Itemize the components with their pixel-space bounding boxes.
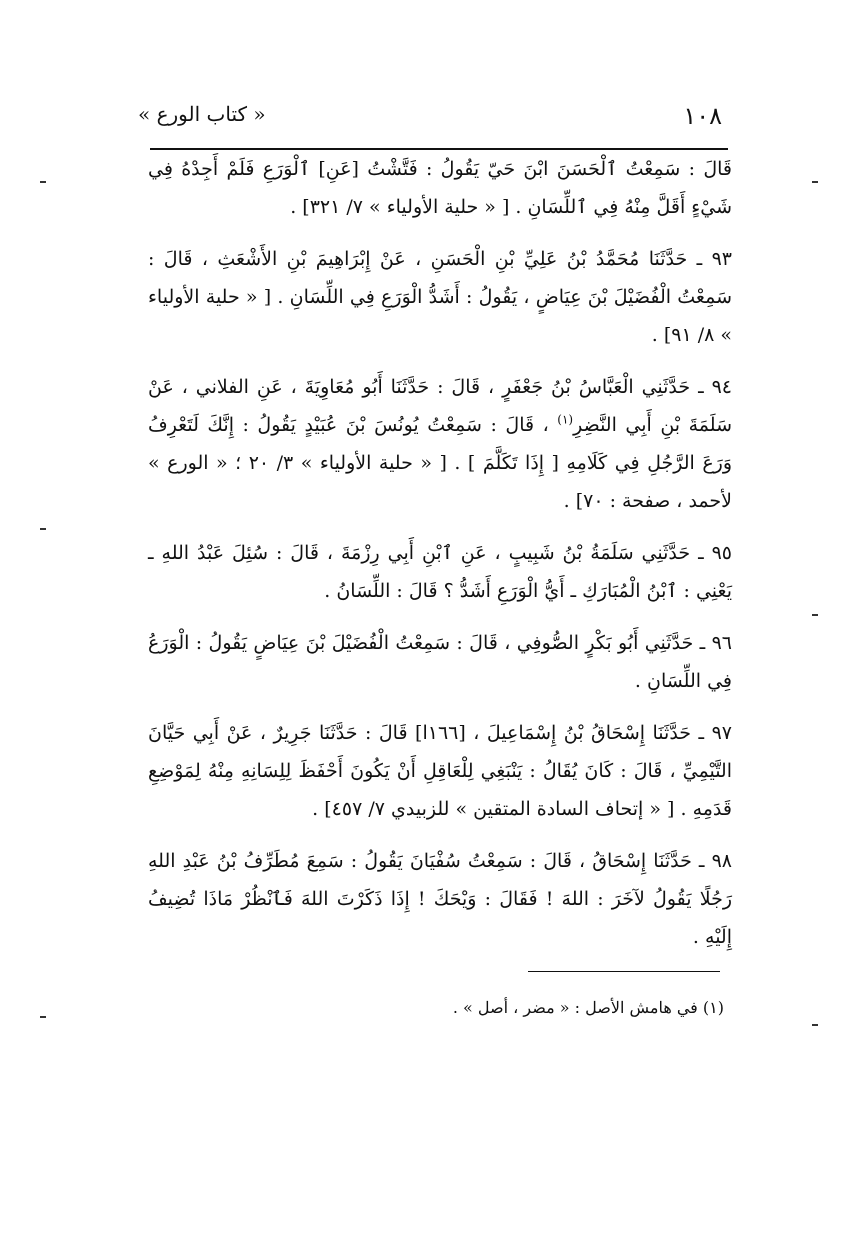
margin-mark [812, 181, 818, 183]
paragraph-98: ٩٨ ـ حَدَّثَنَا إِسْحَاقُ ، قَالَ : سَمِعْتُ سُفْيَانَ يَقُولُ : سَمِعَ مُطَرِّفُ بْنُ عَبْدِ اللهِ رَجُلًا يَقُولُ لآخَرَ : اللهَ ! فَقَالَ : وَيْحَكَ ! إِذَا ذَكَرْتَ اللهَ فَٱنْظُرْ مَاذَا تُضِيفُ إِلَيْهِ . [148, 850, 732, 948]
paragraph-94-part1: ٩٤ ـ حَدَّثَنِي الْعَبَّاسُ بْنُ جَعْفَرٍ ، قَالَ : حَدَّثَنَا أَبُو مُعَاوِيَةَ ، عَنِ الفلاني ، عَنْ سَلَمَةَ بْنِ أَبِي النَّضِرِ [148, 376, 732, 436]
margin-mark [40, 528, 46, 530]
margin-mark [40, 181, 46, 183]
footnote-reference[interactable]: (١) [557, 412, 574, 427]
margin-mark [812, 1024, 818, 1026]
paragraph-94 [148, 368, 732, 520]
page-number: ١٠٨ [683, 102, 722, 130]
main-text [148, 150, 732, 970]
paragraph-93: ٩٣ ـ حَدَّثَنَا مُحَمَّدُ بْنُ عَلِيِّ بْنِ الْحَسَنِ ، عَنْ إِبْرَاهِيمَ بْنِ الأَشْعَثِ ، قَالَ : سَمِعْتُ الْفُضَيْلَ بْنَ عِيَاضٍ ، يَقُولُ : أَشَدُّ الْوَرَعِ فِي اللِّسَانِ . [ « حلية الأولياء » ٨/ ٩١] . [148, 248, 732, 346]
page-header [138, 96, 722, 136]
paragraph-97: ٩٧ ـ حَدَّثَنَا إِسْحَاقُ بْنُ إِسْمَاعِيلَ ، [١٦٦ا] قَالَ : حَدَّثَنَا جَرِيرٌ ، عَنْ أَبِي حَيَّانَ التَّيْمِيِّ ، قَالَ : كَانَ يُقَالُ : يَنْبَغِي لِلْعَاقِلِ أَنْ يَكُونَ أَحْفَظَ لِلِسَانِهِ مِنْهُ لِمَوْضِعِ قَدَمِهِ . [ « إتحاف السادة المتقين » للزبيدي ٧/ ٤٥٧] . [148, 722, 732, 820]
paragraph-94-part2: ، قَالَ : سَمِعْتُ يُونُسَ بْنَ عُبَيْدٍ يَقُولُ : إِنَّكَ لَتَعْرِفُ وَرَعَ الرَّجُلِ فِي كَلَامِهِ [ إِذَا تَكَلَّمَ ] . [ « حلية الأولياء » ٣/ ٢٠ ؛ « الورع » لأحمد ، صفحة : ٧٠] . [148, 414, 733, 512]
margin-mark [812, 614, 818, 616]
paragraph-continuation: قَالَ : سَمِعْتُ ٱلْحَسَنَ ابْنَ حَيّ يَقُولُ : فَتَّشْتُ [عَنِ] ٱلْوَرَعِ فَلَمْ أَجِدْهُ فِي شَيْءٍ أَقَلَّ مِنْهُ فِي ٱللِّسَانِ . [ « حلية الأولياء » ٧/ ٣٢١] . [148, 158, 732, 218]
paragraph-95: ٩٥ ـ حَدَّثَنِي سَلَمَةُ بْنُ شَبِيبٍ ، عَنِ ٱبْنِ أَبِي رِزْمَةَ ، قَالَ : سُئِلَ عَبْدُ اللهِ ـ يَعْنِي : ٱبْنُ الْمُبَارَكِ ـ أَيُّ الْوَرَعِ أَشَدُّ ؟ قَالَ : اللِّسَانُ . [148, 542, 732, 602]
footnote-separator [528, 971, 720, 972]
footnote: (١) في هامش الأصل : « مضر ، أصل » . [452, 998, 724, 1017]
paragraph-96: ٩٦ ـ حَدَّثَنِي أَبُو بَكْرٍ الصُّوفِي ، قَالَ : سَمِعْتُ الْفُضَيْلَ بْنَ عِيَاضٍ يَقُولُ : الْوَرَعُ فِي اللِّسَانِ . [148, 632, 732, 692]
running-title: « كتاب الورع » [138, 102, 266, 126]
margin-mark [40, 1016, 46, 1018]
